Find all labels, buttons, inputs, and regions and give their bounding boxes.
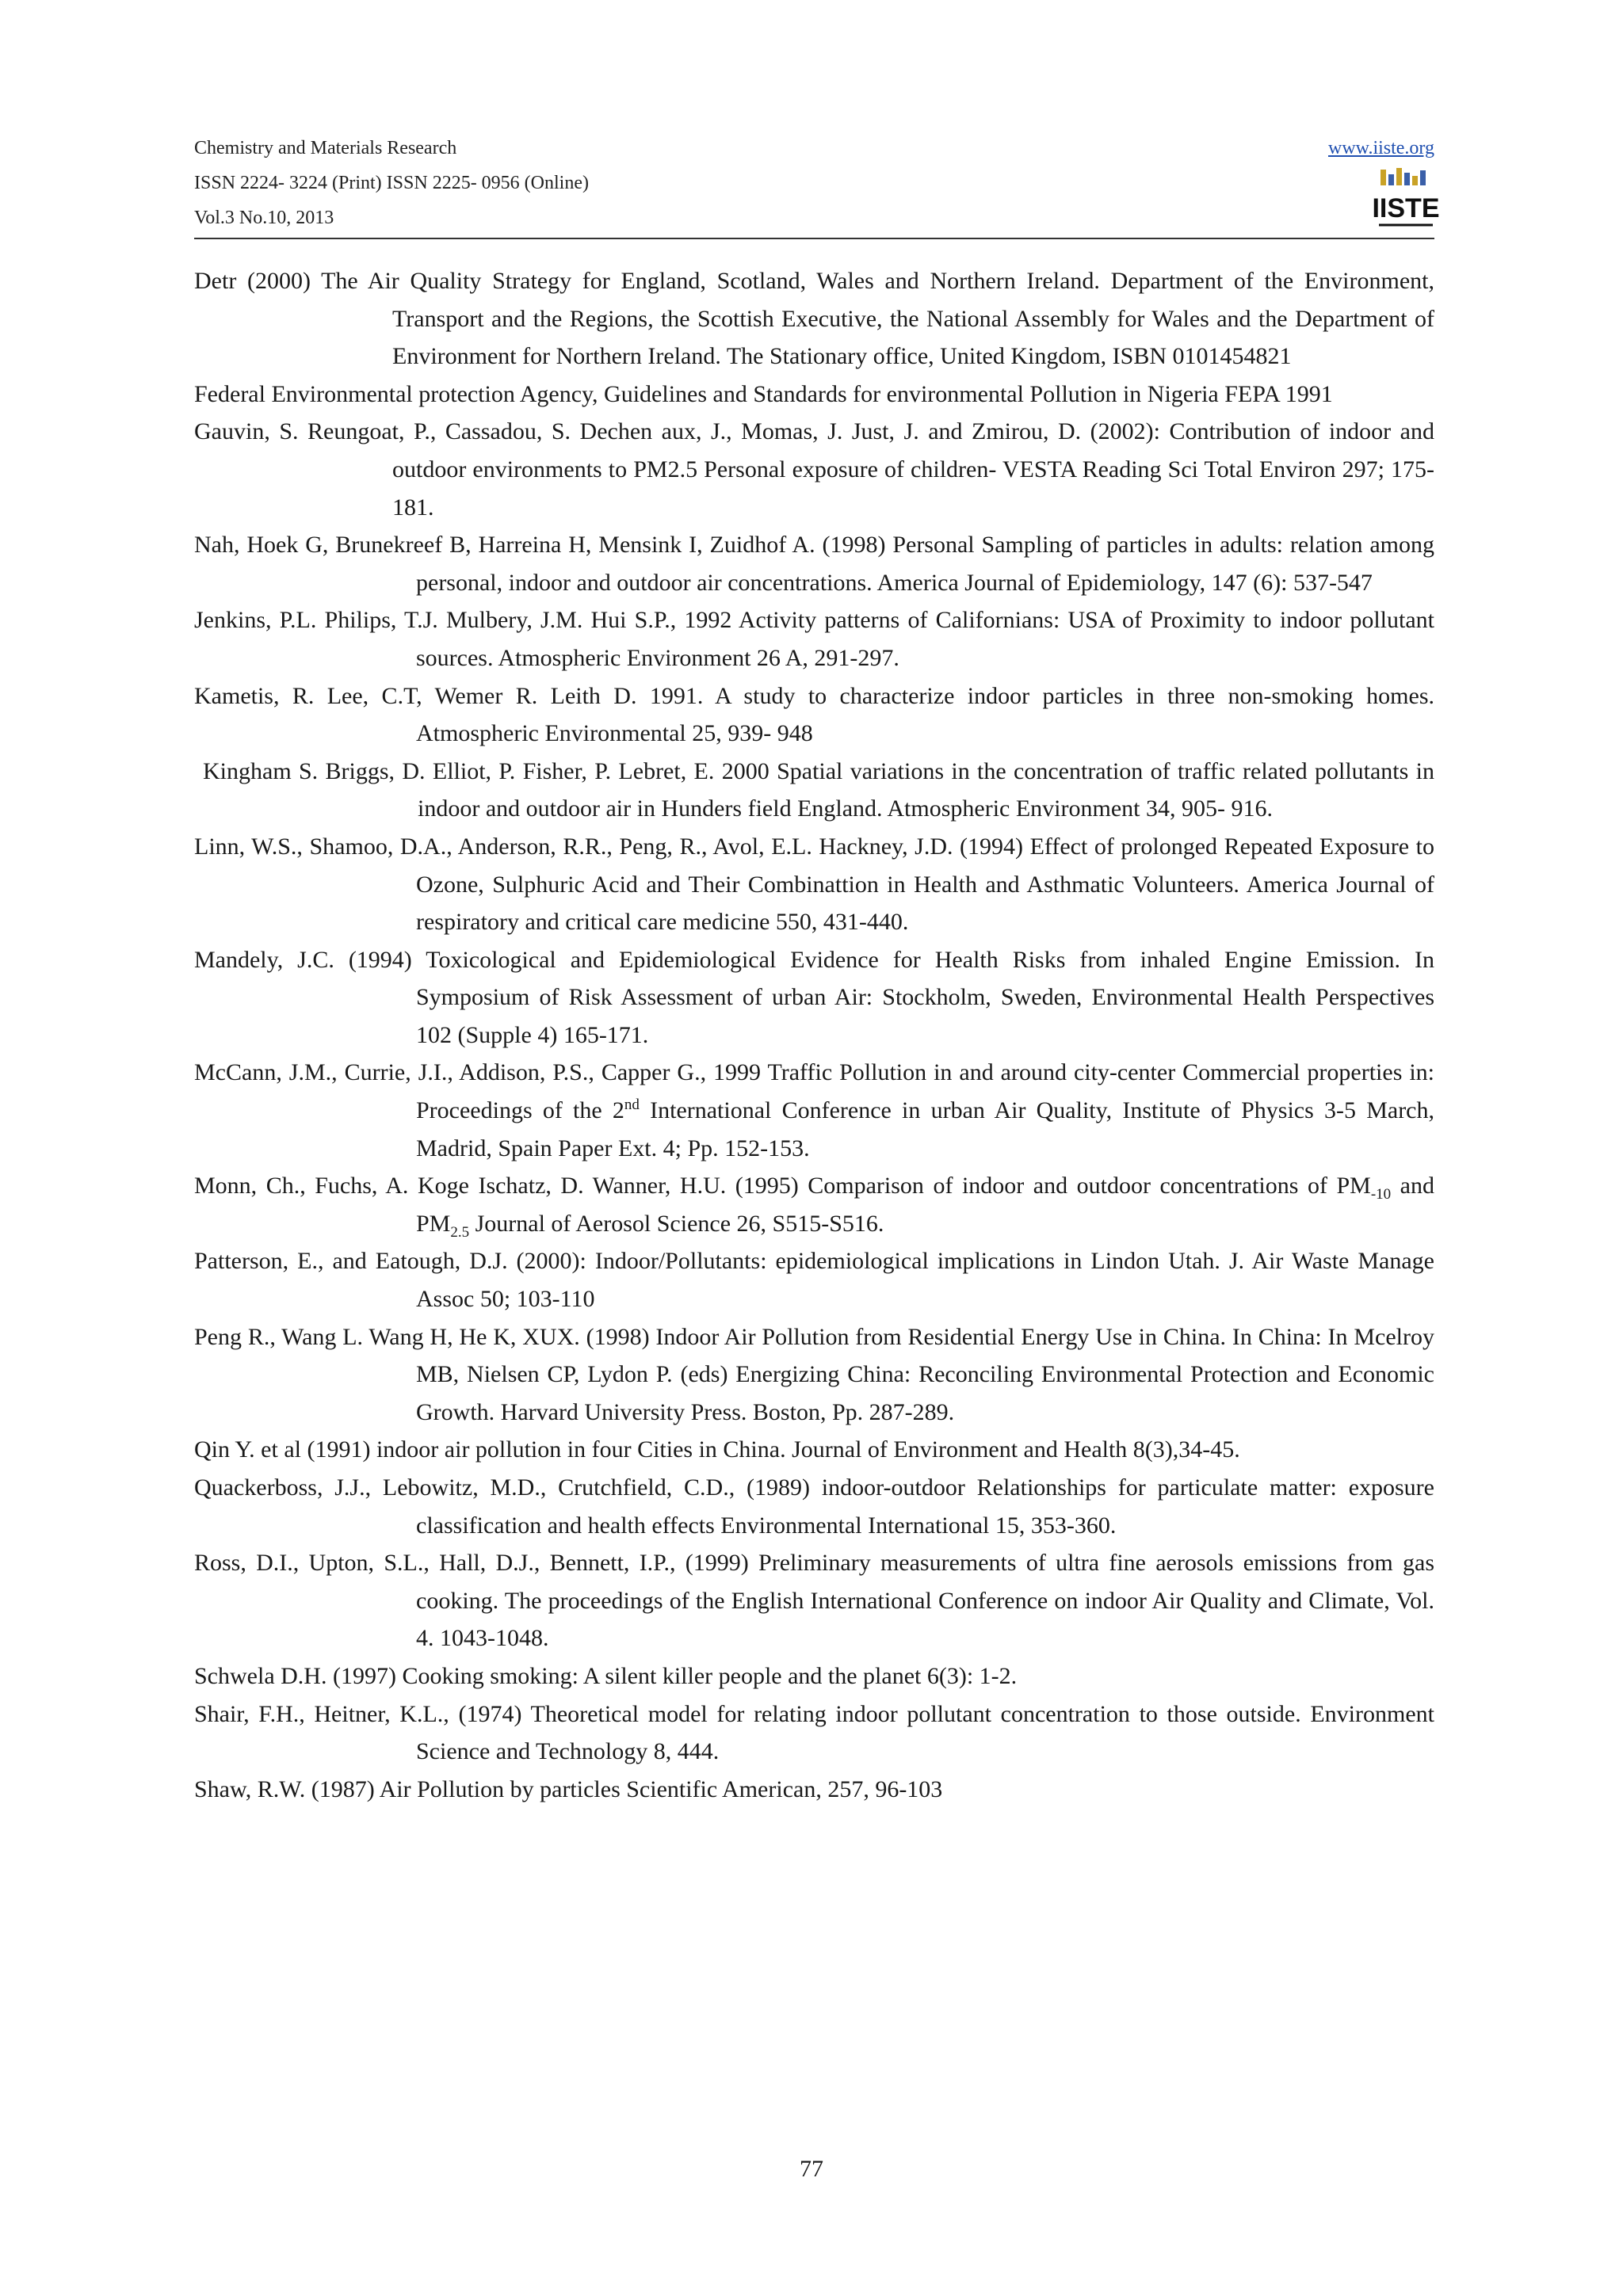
svg-text:IISTE: IISTE xyxy=(1372,193,1440,223)
page-number: 77 xyxy=(800,2156,823,2182)
reference-entry: Shaw, R.W. (1987) Air Pollution by particles Scientific American, 257, 96-103 xyxy=(194,1775,943,1802)
reference-entry: Detr (2000) The Air Quality Strategy for England, Scotland, Wales and Northern Ireland. Department of the Environment, Transport and the Regions, the Scottish Executive, the National Assembly for Wales and the Department of Environment for Northern Ireland. The Stationary office, United Kingdom, ISBN 0101454821 xyxy=(194,268,1434,370)
reference-entry: Ross, D.I., Upton, S.L., Hall, D.J., Bennett, I.P., (1999) Preliminary measurements of ultra fine aerosols emissions from gas cooking. The proceedings of the English International Conference on indoor Air Quality and Climate, Vol. 4. 1043-1048. xyxy=(194,1550,1434,1652)
reference-list xyxy=(194,262,1434,1808)
issn-line: ISSN 2224- 3224 (Print) ISSN 2225- 0956 (Online) xyxy=(194,173,589,193)
iiste-logo xyxy=(1372,168,1440,230)
reference-entry xyxy=(194,1054,1434,1167)
reference-entry: Kametis, R. Lee, C.T, Wemer R. Leith D. 1991. A study to characterize indoor particles in three non-smoking homes. Atmospheric Environmental 25, 939- 948 xyxy=(194,682,1434,747)
reference-entry: Patterson, E., and Eatough, D.J. (2000): Indoor/Pollutants: epidemiological implications in Lindon Utah. J. Air Waste Manage Assoc 50; 103-110 xyxy=(194,1248,1434,1313)
subscript: -10 xyxy=(1370,1186,1392,1203)
reference-text: Monn, Ch., Fuchs, A. Koge Ischatz, D. Wanner, H.U. (1995) Comparison of indoor and outdoor concentrations of PM xyxy=(194,1173,1371,1199)
superscript: nd xyxy=(624,1097,640,1114)
reference-entry: Kingham S. Briggs, D. Elliot, P. Fisher, P. Lebret, E. 2000 Spatial variations in the concentration of traffic related pollutants in indoor and outdoor air in Hunders field England. Atmospheric Environment 34, 905- 916. xyxy=(203,757,1434,822)
reference-entry: Schwela D.H. (1997) Cooking smoking: A silent killer people and the planet 6(3): 1-2. xyxy=(194,1662,1018,1689)
reference-text: International Conference in urban Air Quality, Institute of Physics 3-5 March, Madrid, Spain Paper Ext. 4; Pp. 152-153. xyxy=(416,1097,1435,1161)
reference-entry: Federal Environmental protection Agency, Guidelines and Standards for environmental Pollution in Nigeria FEPA 1991 xyxy=(194,380,1333,407)
volume-line: Vol.3 No.10, 2013 xyxy=(194,208,334,228)
reference-entry: Quackerboss, J.J., Lebowitz, M.D., Crutchfield, C.D., (1989) indoor-outdoor Relationships for particulate matter: exposure classification and health effects Environmental International 15, 353-360. xyxy=(194,1474,1434,1539)
reference-entry: Nah, Hoek G, Brunekreef B, Harreina H, Mensink I, Zuidhof A. (1998) Personal Sampling of particles in adults: relation among personal, indoor and outdoor air concentrations. America Journal of Epidemiology, 147 (6): 537-547 xyxy=(194,532,1434,596)
reference-entry: Jenkins, P.L. Philips, T.J. Mulbery, J.M. Hui S.P., 1992 Activity patterns of Californians: USA of Proximity to indoor pollutant sources. Atmospheric Environment 26 A, 291-297. xyxy=(194,607,1434,671)
reference-entry: Linn, W.S., Shamoo, D.A., Anderson, R.R., Peng, R., Avol, E.L. Hackney, J.D. (1994) Effect of prolonged Repeated Exposure to Ozone, Sulphuric Acid and Their Combinattion in Health and Asthmatic Volunteers. America Journal of respiratory and critical care medicine 550, 431-440. xyxy=(194,833,1434,936)
website-link[interactable]: www.iiste.org xyxy=(1328,138,1434,158)
journal-name: Chemistry and Materials Research xyxy=(194,138,457,158)
reference-entry: Shair, F.H., Heitner, K.L., (1974) Theoretical model for relating indoor pollutant concentration to those outside. Environment Science and Technology 8, 444. xyxy=(194,1700,1434,1765)
subscript: 2.5 xyxy=(450,1223,470,1241)
reference-entry: Gauvin, S. Reungoat, P., Cassadou, S. Dechen aux, J., Momas, J. Just, J. and Zmirou, D. (2002): Contribution of indoor and outdoor environments to PM2.5 Personal exposure of children- VESTA Reading Sci Total Environ 297; 175-181. xyxy=(194,418,1434,521)
reference-text: and PM xyxy=(416,1173,1434,1237)
header-divider xyxy=(194,238,1434,239)
reference-entry: Mandely, J.C. (1994) Toxicological and Epidemiological Evidence for Health Risks from inhaled Engine Emission. In Symposium of Risk Assessment of urban Air: Stockholm, Sweden, Environmental Health Perspectives 102 (Supple 4) 165-171. xyxy=(194,946,1434,1048)
page-header xyxy=(194,135,1440,239)
reference-entry: Qin Y. et al (1991) indoor air pollution in four Cities in China. Journal of Environment and Health 8(3),34-45. xyxy=(194,1436,1240,1463)
reference-entry xyxy=(194,1167,1434,1242)
reference-text: McCann, J.M., Currie, J.I., Addison, P.S., Capper G., 1999 Traffic Pollution in and around city-center Commercial properties in: Proceedings of the 2 xyxy=(194,1059,1434,1124)
reference-text: Journal of Aerosol Science 26, S515-S516. xyxy=(469,1210,884,1237)
reference-entry: Peng R., Wang L. Wang H, He K, XUX. (1998) Indoor Air Pollution from Residential Energy Use in China. In China: In Mcelroy MB, Nielsen CP, Lydon P. (eds) Energizing China: Reconciling Environmental Protection and Economic Growth. Harvard University Press. Boston, Pp. 287-289. xyxy=(194,1323,1434,1425)
